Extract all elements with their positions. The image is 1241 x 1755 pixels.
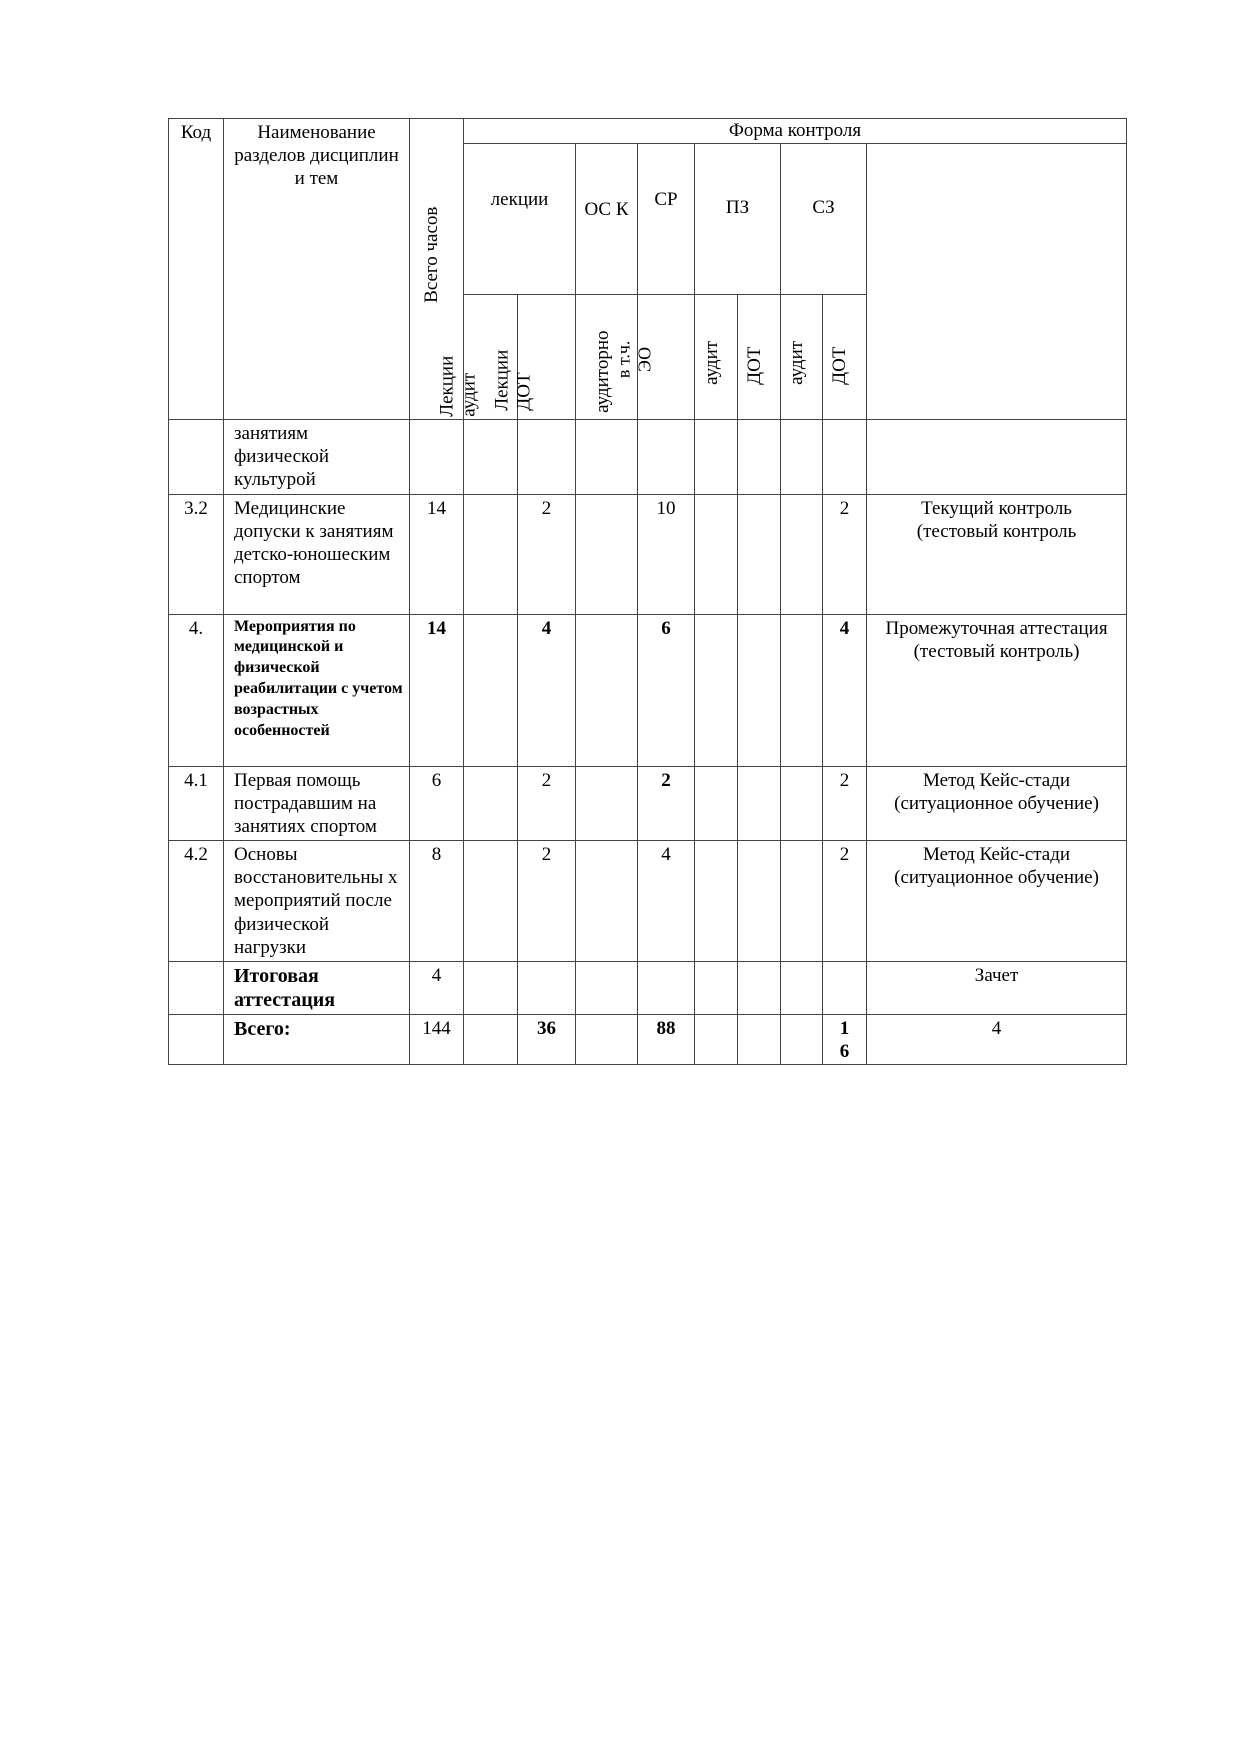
header-lectures: лекции bbox=[464, 144, 576, 295]
header-pz-audit: аудит bbox=[695, 295, 738, 420]
table-row bbox=[169, 494, 1127, 614]
cell-empty bbox=[576, 961, 638, 1014]
cell-empty bbox=[464, 841, 518, 962]
cell-empty bbox=[781, 494, 823, 614]
cell-empty bbox=[738, 766, 781, 841]
row-total bbox=[410, 420, 464, 495]
header-lect-dot: Лекции ДОТ bbox=[518, 295, 576, 420]
table-row bbox=[169, 420, 1127, 495]
row-sr: 4 bbox=[638, 841, 695, 962]
cell-empty bbox=[464, 766, 518, 841]
row-control: Зачет bbox=[867, 961, 1127, 1014]
row-lect-dot: 2 bbox=[518, 494, 576, 614]
row-name: Основы восстановительны х мероприятий после физической нагрузки bbox=[224, 841, 410, 962]
row-total: 4 bbox=[410, 961, 464, 1014]
row-total: 8 bbox=[410, 841, 464, 962]
row-lect-dot bbox=[518, 961, 576, 1014]
header-incl-eo: в т.ч. ЭО bbox=[638, 295, 695, 420]
cell-empty bbox=[576, 420, 638, 495]
row-sz-dot: 2 bbox=[823, 494, 867, 614]
row-name: занятиям физической культурой bbox=[224, 420, 410, 495]
cell-empty bbox=[576, 766, 638, 841]
header-control-form: Форма контроля bbox=[464, 119, 1127, 144]
cell-empty bbox=[738, 614, 781, 766]
header-code: Код bbox=[169, 119, 224, 420]
row-code: 3.2 bbox=[169, 494, 224, 614]
cell-empty bbox=[464, 494, 518, 614]
row-lect-dot: 4 bbox=[518, 614, 576, 766]
header-pz: ПЗ bbox=[695, 144, 781, 295]
cell-empty bbox=[738, 420, 781, 495]
row-code bbox=[169, 420, 224, 495]
row-control: 4 bbox=[867, 1014, 1127, 1064]
cell-empty bbox=[695, 494, 738, 614]
table-row bbox=[169, 766, 1127, 841]
cell-empty bbox=[781, 614, 823, 766]
row-control bbox=[867, 420, 1127, 495]
row-sr: 10 bbox=[638, 494, 695, 614]
cell-empty bbox=[695, 614, 738, 766]
row-sz-dot: 4 bbox=[823, 614, 867, 766]
cell-empty bbox=[576, 494, 638, 614]
cell-empty bbox=[738, 1014, 781, 1064]
row-lect-dot: 2 bbox=[518, 766, 576, 841]
header-sz-dot: ДОТ bbox=[823, 295, 867, 420]
row-sz-dot bbox=[823, 961, 867, 1014]
row-sz-dot bbox=[823, 420, 867, 495]
row-sr bbox=[638, 961, 695, 1014]
header-name: Наименование разделов дисциплин и тем bbox=[224, 119, 410, 420]
header-sz-audit: аудит bbox=[781, 295, 823, 420]
cell-empty bbox=[464, 961, 518, 1014]
cell-empty bbox=[695, 766, 738, 841]
cell-empty bbox=[576, 841, 638, 962]
cell-empty bbox=[576, 614, 638, 766]
header-pz-dot: ДОТ bbox=[738, 295, 781, 420]
header-lect-audit: Лекции аудит bbox=[464, 295, 518, 420]
cell-empty bbox=[781, 1014, 823, 1064]
row-sr bbox=[638, 420, 695, 495]
cell-empty bbox=[695, 961, 738, 1014]
cell-empty bbox=[464, 614, 518, 766]
row-sr: 6 bbox=[638, 614, 695, 766]
table-row-total bbox=[169, 1014, 1127, 1064]
row-code: 4.1 bbox=[169, 766, 224, 841]
curriculum-table bbox=[168, 118, 1127, 1065]
cell-empty bbox=[738, 494, 781, 614]
header-row-1 bbox=[169, 119, 1127, 144]
cell-empty bbox=[781, 420, 823, 495]
curriculum-table-wrapper bbox=[168, 118, 1126, 1065]
row-lect-dot: 36 bbox=[518, 1014, 576, 1064]
cell-empty bbox=[695, 420, 738, 495]
header-total-hours: Всего часов bbox=[410, 119, 464, 420]
row-name: Итоговая аттестация bbox=[224, 961, 410, 1014]
header-sz: СЗ bbox=[781, 144, 867, 295]
cell-empty bbox=[738, 841, 781, 962]
table-row bbox=[169, 961, 1127, 1014]
row-sz-dot: 1 6 bbox=[823, 1014, 867, 1064]
cell-empty bbox=[781, 961, 823, 1014]
cell-empty bbox=[576, 1014, 638, 1064]
row-sz-dot: 2 bbox=[823, 841, 867, 962]
row-name: Первая помощь пострадавшим на занятиях спортом bbox=[224, 766, 410, 841]
row-sz-dot: 2 bbox=[823, 766, 867, 841]
cell-empty bbox=[781, 766, 823, 841]
row-total: 14 bbox=[410, 614, 464, 766]
cell-empty bbox=[695, 841, 738, 962]
cell-empty bbox=[464, 420, 518, 495]
header-auditorno: аудиторно bbox=[576, 295, 638, 420]
row-name: Мероприятия по медицинской и физической реабилитации с учетом возрастных особенностей bbox=[224, 614, 410, 766]
table-row bbox=[169, 841, 1127, 962]
cell-empty bbox=[464, 1014, 518, 1064]
row-control: Промежуточная аттестация (тестовый контроль) bbox=[867, 614, 1127, 766]
row-code: 4. bbox=[169, 614, 224, 766]
row-control: Текущий контроль (тестовый контроль bbox=[867, 494, 1127, 614]
row-sr: 88 bbox=[638, 1014, 695, 1064]
row-total: 144 bbox=[410, 1014, 464, 1064]
row-code bbox=[169, 961, 224, 1014]
header-control-empty bbox=[867, 144, 1127, 420]
cell-empty bbox=[781, 841, 823, 962]
row-name: Всего: bbox=[224, 1014, 410, 1064]
row-control: Метод Кейс-стади (ситуационное обучение) bbox=[867, 841, 1127, 962]
row-lect-dot bbox=[518, 420, 576, 495]
header-osk: ОС К bbox=[576, 144, 638, 295]
header-sr: СР bbox=[638, 144, 695, 295]
row-code: 4.2 bbox=[169, 841, 224, 962]
row-control: Метод Кейс-стади (ситуационное обучение) bbox=[867, 766, 1127, 841]
row-code bbox=[169, 1014, 224, 1064]
cell-empty bbox=[738, 961, 781, 1014]
row-total: 6 bbox=[410, 766, 464, 841]
row-sr: 2 bbox=[638, 766, 695, 841]
row-name: Медицинские допуски к занятиям детско-юношеским спортом bbox=[224, 494, 410, 614]
table-row bbox=[169, 614, 1127, 766]
row-lect-dot: 2 bbox=[518, 841, 576, 962]
cell-empty bbox=[695, 1014, 738, 1064]
row-total: 14 bbox=[410, 494, 464, 614]
